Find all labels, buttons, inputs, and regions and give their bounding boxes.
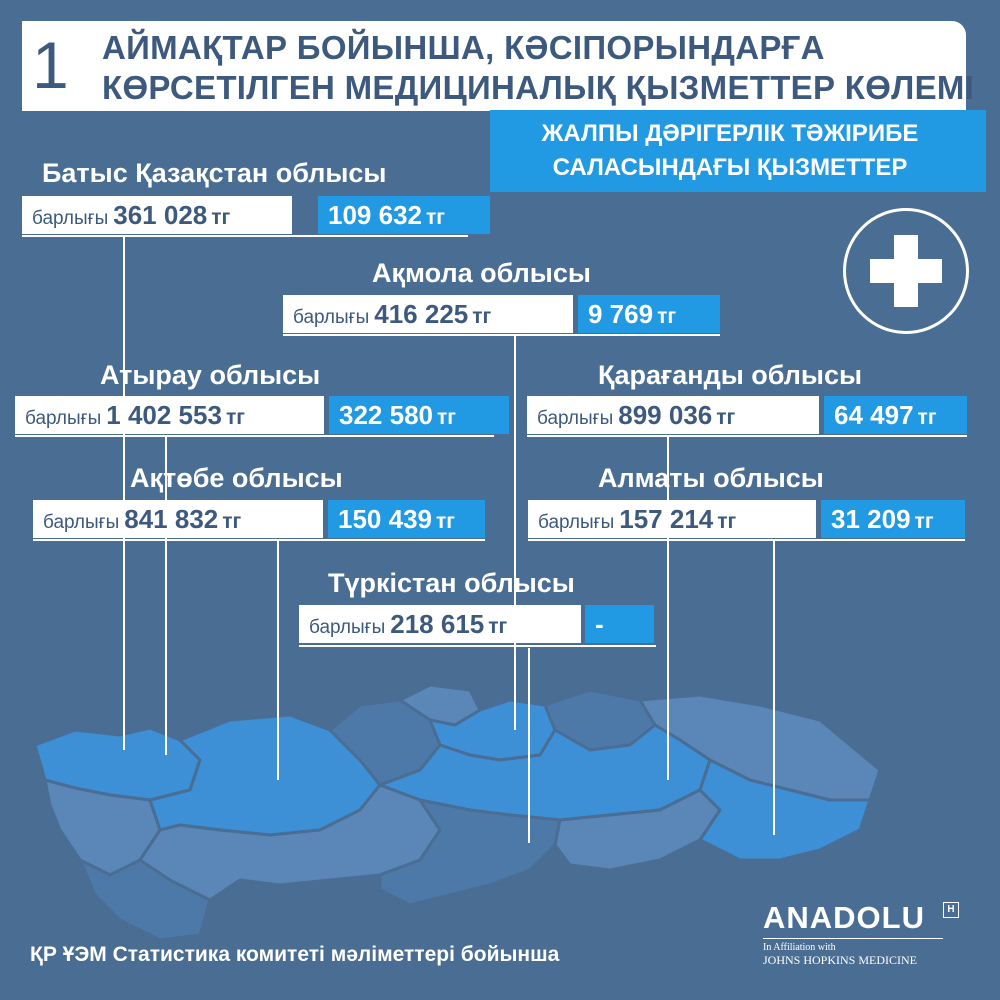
gp-box (585, 605, 654, 643)
gp-value: 9 769 (588, 299, 654, 329)
title-box (22, 21, 975, 111)
total-box: барлығы 416 225 тг (283, 295, 573, 333)
underline (528, 539, 965, 541)
total-value: 218 615 (390, 609, 485, 639)
pin-aktobe (277, 540, 279, 780)
logo-affiliation-line2: JOHNS HOPKINS MEDICINE (763, 953, 918, 967)
pin-akmola (514, 335, 516, 730)
subtitle-box (490, 110, 986, 192)
subtitle-line2: САЛАСЫНДАҒЫ ҚЫЗМЕТТЕР (552, 154, 908, 181)
anadolu-logo (763, 900, 973, 980)
pin-west-kazakhstan (123, 235, 125, 750)
total-box: барлығы 899 036 тг (527, 396, 819, 434)
gp-value: 150 439 (338, 504, 432, 534)
page-title-line1: АЙМАҚТАР БОЙЫНША, КӘСІПОРЫНДАРҒА (102, 29, 825, 66)
medical-cross-icon (843, 208, 969, 334)
logo-affiliation-line1: In Affiliation with (763, 942, 836, 953)
region-name-akmola: Ақмола облысы (372, 258, 591, 288)
logo-name: ANADOLU (763, 900, 925, 935)
gp-box: 150 439 тг (328, 500, 485, 538)
total-value: 841 832 (124, 504, 219, 534)
gp-value: 31 209 (831, 504, 911, 534)
page-title-line2: КӨРСЕТІЛГЕН МЕДИЦИНАЛЫҚ ҚЫЗМЕТТЕР КӨЛЕМІ (102, 69, 975, 106)
total-value: 361 028 (113, 200, 208, 230)
total-box: барлығы 841 832 тг (33, 500, 323, 538)
gp-value: 109 632 (328, 200, 422, 230)
total-box: барлығы 1 402 553 тг (15, 396, 324, 434)
gp-box: 31 209 тг (821, 500, 965, 538)
total-value: 416 225 (374, 299, 469, 329)
chart-number: 1 (32, 28, 69, 102)
gp-value: - (595, 609, 604, 639)
gp-box: 9 769 тг (578, 295, 720, 333)
logo-divider (763, 938, 943, 939)
total-value: 1 402 553 (106, 400, 222, 430)
total-box: барлығы 218 615 тг (299, 605, 581, 643)
gp-box: 109 632 тг (318, 196, 490, 234)
pin-turkistan (528, 648, 530, 843)
region-name-karaganda: Қарағанды облысы (598, 360, 863, 390)
pin-almaty (773, 540, 775, 835)
underline (527, 435, 967, 437)
region-name-atyrau: Атырау облысы (100, 360, 321, 390)
region-name-turkistan: Түркістан облысы (328, 568, 575, 598)
gp-box: 322 580 тг (329, 396, 509, 434)
subtitle-line1: ЖАЛПЫ ДӘРІГЕРЛІК ТӘЖІРИБЕ (541, 120, 919, 147)
total-box: барлығы 157 214 тг (528, 500, 816, 538)
total-value: 157 214 (619, 504, 714, 534)
gp-box: 64 497 тг (824, 396, 967, 434)
region-name-almaty: Алматы облысы (598, 463, 824, 493)
gp-value: 64 497 (834, 400, 914, 430)
underline (33, 539, 485, 541)
region-name-west-kazakhstan: Батыс Қазақстан облысы (42, 158, 387, 188)
total-value: 899 036 (618, 400, 713, 430)
source-note: ҚР ҰЭМ Статистика комитеті мәліметтері бойынша (30, 943, 560, 966)
region-name-aktobe: Ақтөбе облысы (130, 463, 343, 493)
underline (15, 435, 494, 437)
underline (299, 645, 656, 647)
underline (283, 334, 720, 336)
logo-badge-icon: H (943, 902, 959, 918)
underline (22, 235, 468, 237)
total-box: барлығы 361 028 тг (22, 196, 292, 234)
gp-value: 322 580 (339, 400, 433, 430)
